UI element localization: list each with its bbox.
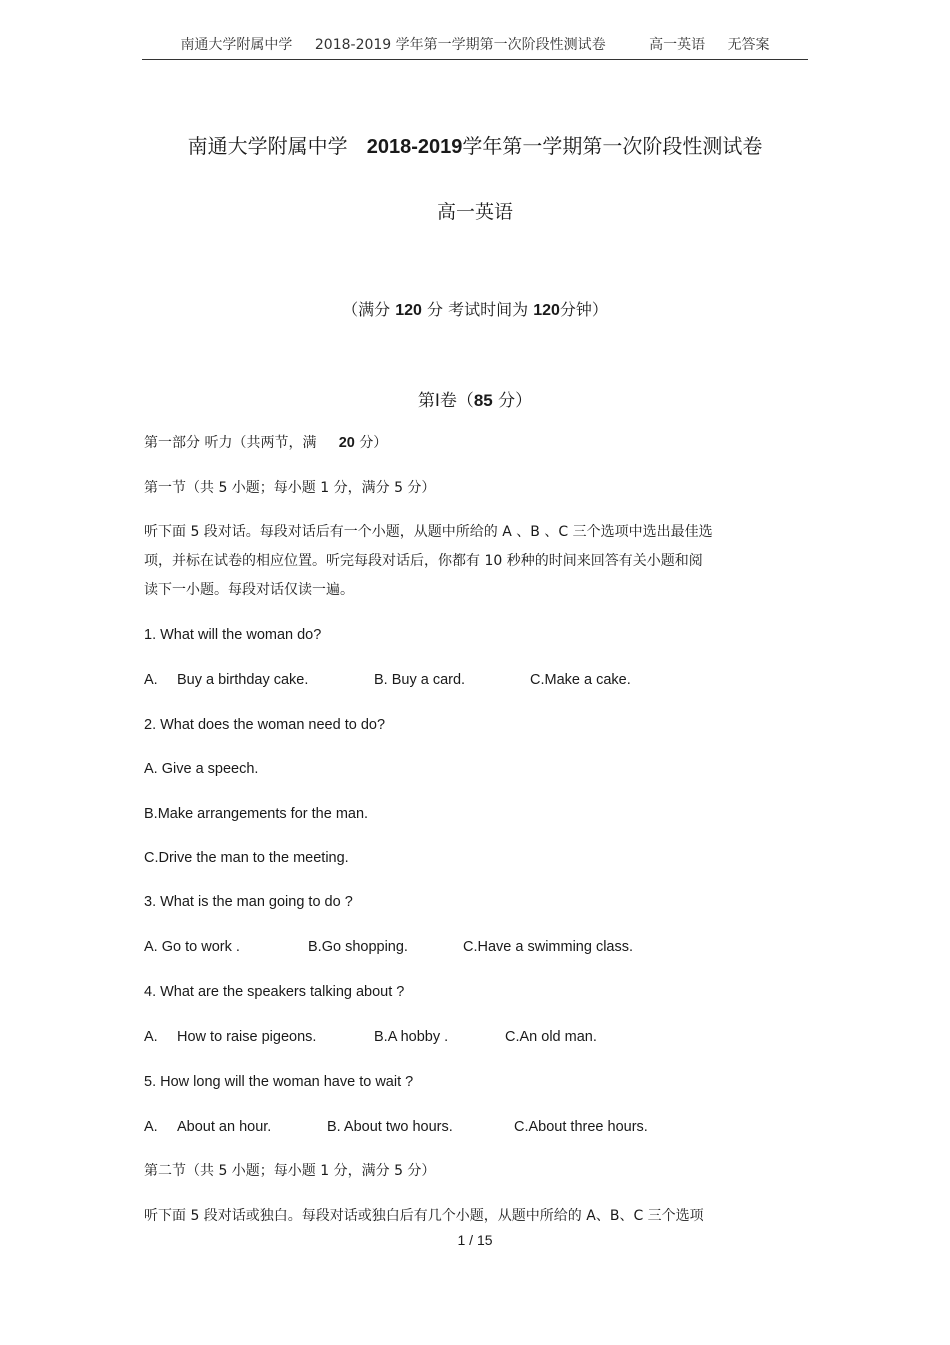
q2-option-b: B.Make arrangements for the man. — [144, 806, 369, 822]
volume-heading — [0, 386, 950, 411]
question-1: 1. What will the woman do? — [144, 627, 322, 643]
title-school: 南通大学附属中学 — [187, 134, 348, 158]
volume-points: 85 — [473, 391, 493, 410]
header-note: 无答案 — [727, 37, 770, 53]
title-year: 2018-2019 — [366, 136, 463, 158]
document-subtitle: 高一英语 — [436, 201, 513, 223]
instructions-line: 读下一小题。每段对话仅读一遍。 — [144, 582, 354, 598]
q4-option-b: B.A hobby . — [374, 1029, 449, 1045]
running-header — [0, 34, 950, 54]
q1-option-c: C.Make a cake. — [530, 672, 631, 688]
q3-option-a: A. Go to work . — [144, 939, 240, 955]
header-divider — [142, 59, 808, 60]
score-p3: 分钟） — [559, 300, 608, 319]
q4-option-c: C.An old man. — [505, 1029, 597, 1045]
question-3: 3. What is the man going to do ? — [144, 894, 353, 910]
title-rest: 学年第一学期第一次阶段性测试卷 — [462, 134, 763, 158]
instructions-line: 听下面 5 段对话。每段对话后有一个小题，从题中所给的 A 、B 、C 三个选项中选出最佳选 — [144, 524, 713, 540]
q4-option-a: How to raise pigeons. — [177, 1029, 317, 1045]
q4-option-a-label: A. — [144, 1029, 158, 1045]
header-school: 南通大学附属中学 — [180, 37, 293, 53]
part1-points: 20 — [338, 435, 355, 451]
part1-p2: 分） — [359, 435, 388, 451]
section2-heading: 第二节（共 5 小题；每小题 1 分，满分 5 分） — [144, 1163, 436, 1179]
q2-option-a: A. Give a speech. — [144, 761, 259, 777]
header-exam: 2018-2019 学年第一学期第一次阶段性测试卷 — [314, 37, 606, 53]
q3-option-c: C.Have a swimming class. — [463, 939, 634, 955]
q5-option-a: About an hour. — [177, 1119, 272, 1135]
q5-option-c: C.About three hours. — [514, 1119, 648, 1135]
page-number: 1 / 15 — [457, 1232, 493, 1248]
question-5: 5. How long will the woman have to wait ? — [144, 1074, 414, 1090]
part1-heading — [144, 432, 387, 452]
q3-option-b: B.Go shopping. — [308, 939, 408, 955]
document-title — [0, 130, 950, 159]
instructions-line: 项，并标在试卷的相应位置。听完每段对话后，你都有 10 秒种的时间来回答有关小题和阅 — [144, 553, 703, 569]
section1-heading: 第一节（共 5 小题；每小题 1 分，满分 5 分） — [144, 480, 436, 496]
question-2: 2. What does the woman need to do? — [144, 717, 386, 733]
question-4: 4. What are the speakers talking about ? — [144, 984, 405, 1000]
section2-instructions: 听下面 5 段对话或独白。每段对话或独白后有几个小题，从题中所给的 A、B、C 三个选项 — [144, 1208, 704, 1224]
q5-option-b: B. About two hours. — [327, 1119, 453, 1135]
part1-p1: 第一部分 听力（共两节，满 — [144, 435, 317, 451]
q2-option-c: C.Drive the man to the meeting. — [144, 850, 349, 866]
volume-p1: 第Ⅰ卷（ — [417, 391, 474, 411]
score-p1: （满分 — [342, 300, 391, 319]
q5-option-a-label: A. — [144, 1119, 158, 1135]
score-line — [0, 297, 950, 320]
q1-option-a-label: A. — [144, 672, 158, 688]
q1-option-b: B. Buy a card. — [374, 672, 466, 688]
header-subject: 高一英语 — [649, 37, 706, 53]
volume-p2: 分） — [498, 391, 533, 411]
score-full: 120 — [395, 302, 422, 319]
q1-option-a: Buy a birthday cake. — [177, 672, 309, 688]
instructions-paragraph — [144, 518, 804, 605]
score-time: 120 — [533, 302, 560, 319]
score-p2: 分 考试时间为 — [427, 300, 529, 319]
